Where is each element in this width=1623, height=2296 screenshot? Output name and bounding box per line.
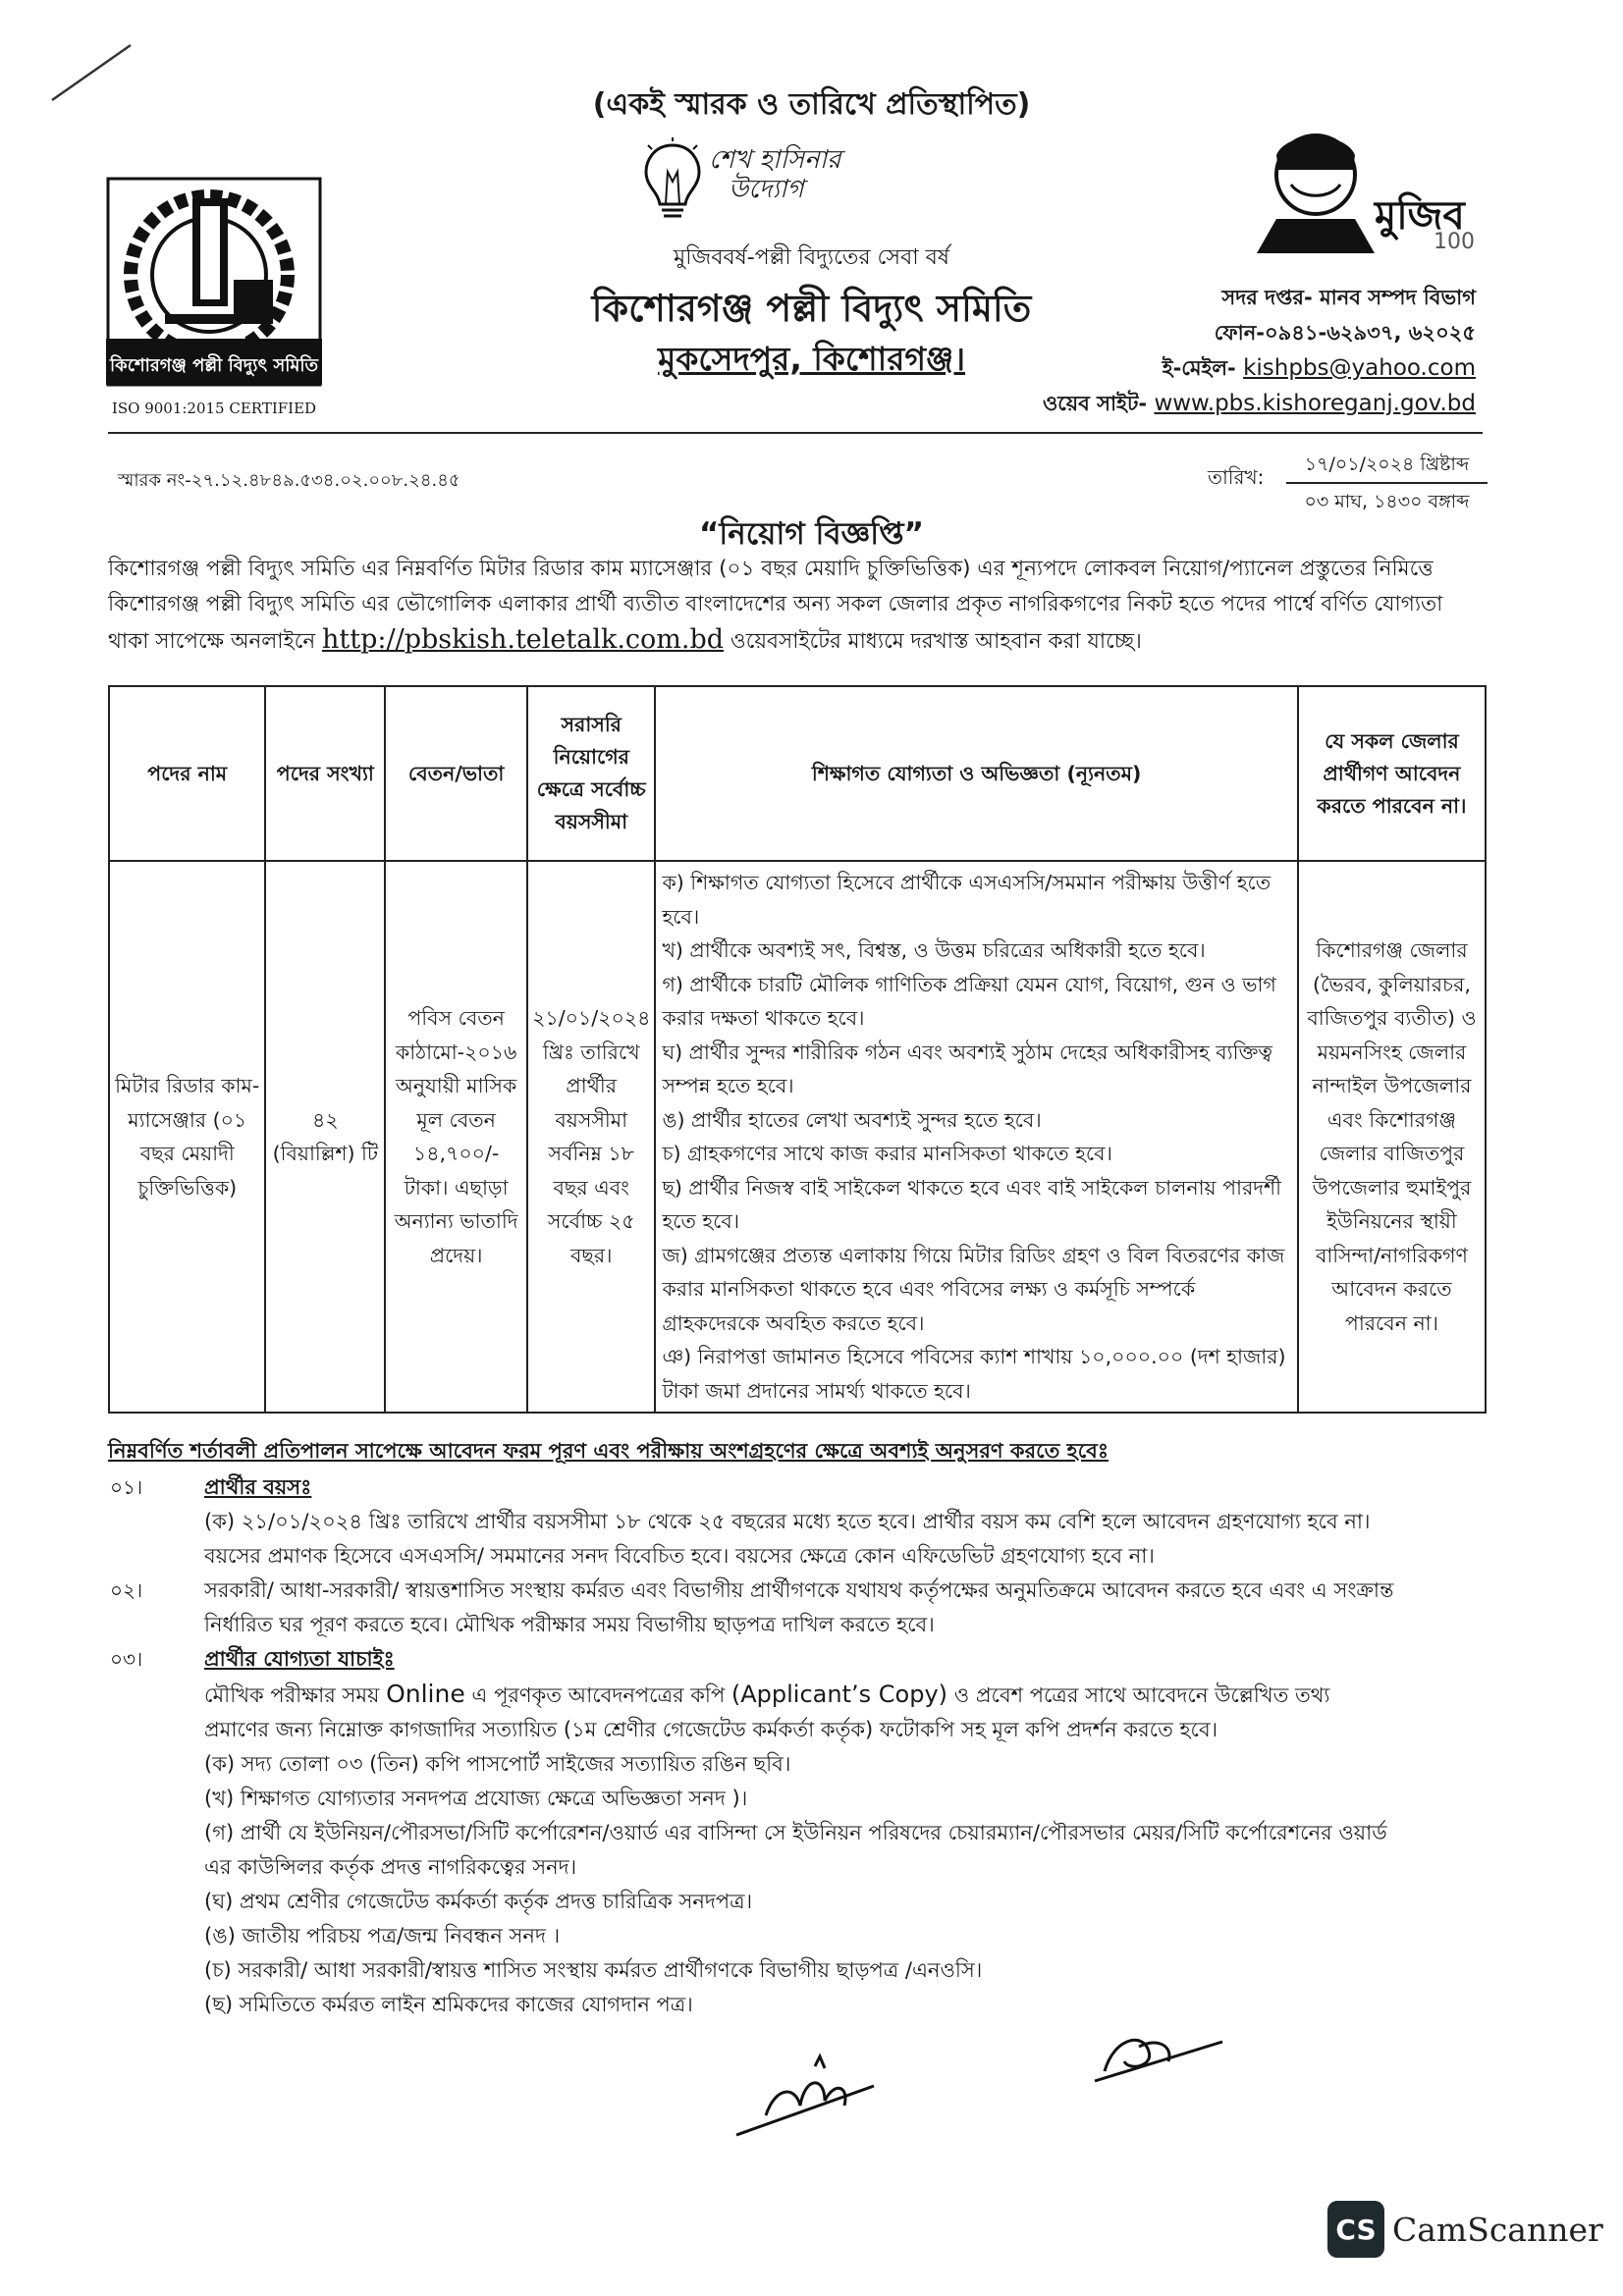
notice-title: “নিয়োগ বিজ্ঞপ্তি” [698,516,925,552]
qualification-item: গ) প্রার্থীকে চারটি মৌলিক গাণিতিক প্রক্রিয়া যেমন যোগ, বিয়োগ, গুন ও ভাগ করার দক্ষতা থাকতে হবে। [662,972,1276,1030]
bulb-text-line2: উদ্যোগ [729,175,804,204]
section-1-number: ০১। [110,1475,143,1499]
pen-mark-icon [47,39,135,108]
pbs-logo-label: কিশোরগঞ্জ পল্লী বিদ্যুৎ সমিতি [109,355,319,376]
header-districts: যে সকল জেলার প্রার্থীগণ আবেদন করতে পারবেন না। [1298,686,1486,861]
intro-line-1: কিশোরগঞ্জ পল্লী বিদ্যুৎ সমিতি এর নিম্নবর্ণিত মিটার রিডার কাম ম্যাসেঞ্জার (০১ বছর মেয়াদি চুক্তিভিত্তিক) এর শূন্যপদে লোকবল নিয়োগ/প্যানেল প্রস্তুতের নিমিত্তে [108,557,1434,581]
notice-intro [108,552,1483,660]
iso-certification: ISO 9001:2015 CERTIFIED [111,400,317,417]
section-1-heading: প্রার্থীর বয়সঃ [204,1475,312,1499]
cell-age: ২১/০১/২০২৪ খ্রিঃ তারিখে প্রার্থীর বয়সসীমা সর্বনিম্ন ১৮ বছর এবং সর্বোচ্চ ২৫ বছর। [527,861,655,1413]
document-item: (ঙ) জাতীয় পরিচয় পত্র/জন্ম নিবন্ধন সনদ । [204,1924,561,1948]
cell-post: মিটার রিডার কাম-ম্যাসেঞ্জার (০১ বছর মেয়াদী চুক্তিভিত্তিক) [109,861,265,1413]
document-item: (চ) সরকারী/ আধা সরকারী/স্বায়ত্ত শাসিত সংস্থায় কর্মরত প্রার্থীগণকে বিভাগীয় ছাড়পত্র /এনওসি। [204,1958,983,1982]
lightbulb-icon [638,137,707,226]
header-divider [108,432,1483,434]
section-2-line-2: নির্ধারিত ঘর পূরণ করতে হবে। মৌখিক পরীক্ষার সময় বিভাগীয় ছাড়পত্র দাখিল করতে হবে। [204,1613,935,1636]
cell-districts: কিশোরগঞ্জ জেলার (ভৈরব, কুলিয়ারচর, বাজিতপুর ব্যতীত) ও ময়মনসিংহ জেলার নান্দাইল উপজেলার এবং কিশোরগঞ্জ জেলার বাজিতপুর উপজেলার হুমাইপুর ইউনিয়নের স্থায়ী বাসিন্দা/নাগরিকগণ আবেদন করতে পারবেন না। [1298,861,1486,1413]
sheikh-hasina-initiative-logo [638,137,864,226]
section-3-line-1c: ও প্রবেশ পত্রের সাথে আবেদনে উল্লেখিত তথ্য [953,1683,1330,1707]
intro-line-3b: ওয়েবসাইটের মাধ্যমে দরখাস্ত আহবান করা যাচ্ছে। [730,629,1142,654]
cell-count: ৪২ (বিয়াল্লিশ) টি [265,861,385,1413]
mujib-logo-text: মুজিব [1375,193,1465,239]
section-1-line-2: বয়সের প্রমাণক হিসেবে এসএসসি/ সমমানের সনদ বিবেচিত হবে। বয়সের ক্ষেত্রে কোন এফিডেভিট গ্রহণযোগ্য হবে না। [204,1544,1155,1568]
website-label: ওয়েব সাইট- [1042,392,1148,415]
date-label: তারিখ: [1208,465,1265,489]
header-post: পদের নাম [109,686,265,861]
application-link[interactable]: http://pbskish.teletalk.com.bd [322,624,725,655]
camscanner-watermark: CamScanner [1392,2211,1603,2249]
qualification-item: খ) প্রার্থীকে অবশ্যই সৎ, বিশ্বস্ত, ও উত্তম চরিত্রের অধিকারী হতে হবে। [662,938,1206,962]
section-2-body [204,1574,1481,1642]
email-label: ই-মেইল- [1162,356,1236,380]
section-3-line-1a: মৌখিক পরীক্ষার সময় [204,1683,380,1707]
document-item: (ঘ) প্রথম শ্রেণীর গেজেটেড কর্মকর্তা কর্তৃক প্রদত্ত চারিত্রিক সনদপত্র। [204,1890,753,1913]
qualification-item: ক) শিক্ষাগত যোগ্যতা হিসেবে প্রার্থীকে এসএসসি/সমমান পরীক্ষায় উত্তীর্ণ হতে হবে। [662,871,1271,929]
phone: ফোন-০৯৪১-৬২৯৩৭, ৬২০২৫ [1214,321,1476,345]
vacancy-table [108,685,1487,1414]
signature-1 [727,2047,884,2140]
portrait-icon [1247,126,1483,258]
section-1-body [204,1505,1481,1574]
qualification-item: ঞ) নিরাপত্তা জামানত হিসেবে পবিসের ক্যাশ শাখায় ১০,০০০.০০ (দশ হাজার) টাকা জমা প্রদানের সামর্থ্য থাকতে হবে। [662,1345,1286,1403]
qualification-item: ছ) প্রার্থীর নিজস্ব বাই সাইকেল থাকতে হবে এবং বাই সাইকেল চালনায় পারদর্শী হতে হবে। [662,1175,1282,1233]
qualification-item: জ) গ্রামগঞ্জের প্রত্যন্ত এলাকায় গিয়ে মিটার রিডিং গ্রহণ ও বিল বিতরণের কাজ করার মানসিকতা থাকতে হবে এবং পবিসের লক্ষ্য ও কর্মসূচি সম্পর্কে গ্রাহকদেরকে অবহিত করতে হবে। [662,1243,1285,1335]
section-3-online: Online [386,1680,465,1708]
mujib-logo-number: 100 [1434,230,1475,254]
header-salary: বেতন/ভাতা [385,686,527,861]
section-3-heading: প্রার্থীর যোগ্যতা যাচাইঃ [204,1647,395,1671]
date-bengali: ০৩ মাঘ, ১৪৩০ বঙ্গাব্দ [1304,491,1470,512]
document-item: (ক) সদ্য তোলা ০৩ (তিন) কপি পাসপোর্ট সাইজের সত্যায়িত রঙিন ছবি। [204,1752,791,1776]
organization-name: কিশোরগঞ্জ পল্লী বিদ্যুৎ সমিতি [591,287,1032,330]
mujib-borsho-logo [1247,126,1483,258]
document-item: এর কাউন্সিলর কর্তৃক প্রদত্ত নাগরিকত্বের সনদ। [204,1855,577,1879]
camscanner-icon: CS [1327,2201,1384,2258]
conditions-heading: নিম্নবর্ণিত শর্তাবলী প্রতিপালন সাপেক্ষে আবেদন ফরম পূরণ এবং পরীক্ষায় অংশগ্রহণের ক্ষেত্রে অবশ্যই অনুসরণ করতে হবেঃ [108,1439,1109,1463]
intro-line-2: কিশোরগঞ্জ পল্লী বিদ্যুৎ সমিতি এর ভৌগোলিক এলাকার প্রার্থী ব্যতীত বাংলাদেশের অন্য সকল জেলার প্রকৃত নাগরিকগণের নিকট হতে পদের পার্শ্বে বর্ণিত যোগ্যতা [108,592,1443,616]
document-item: (খ) শিক্ষাগত যোগ্যতার সনদপত্র প্রযোজ্য ক্ষেত্রে অভিজ্ঞতা সনদ )। [204,1787,748,1810]
document-item: (গ) প্রার্থী যে ইউনিয়ন/পৌরসভা/সিটি কর্পোরেশন/ওয়ার্ড এর বাসিন্দা সে ইউনিয়ন পরিষদের চেয়ারম্যান/পৌরসভার মেয়র/সিটি কর্পোরেশনের ওয়ার্ড [204,1821,1387,1844]
header-age: সরাসরি নিয়োগের ক্ষেত্রে সর্বোচ্চ বয়সসীমা [527,686,655,861]
section-3-line-2: প্রমাণের জন্য নিম্নোক্ত কাগজাদির সত্যায়িত (১ম শ্রেণীর গেজেটেড কর্মকর্তা কর্তৃক) ফটোকপি সহ মূল কপি প্রদর্শন করতে হবে। [204,1718,1218,1741]
intro-line-3a: থাকা সাপেক্ষে অনলাইনে [108,629,316,654]
section-3-number: ০৩। [110,1647,143,1671]
section-2-line-1: সরকারী/ আধা-সরকারী/ স্বায়ত্তশাসিত সংস্থায় কর্মরত এবং বিভাগীয় প্রার্থীগণকে যথাযথ কর্তৃপক্ষের অনুমতিক্রমে আবেদন করতে হবে এবং এ সংক্রান্ত [204,1578,1394,1602]
organization-address: মুকসেদপুর, কিশোরগঞ্জ। [657,340,966,378]
tagline: মুজিববর্ষ-পল্লী বিদ্যুতের সেবা বর্ষ [674,245,949,270]
cell-qualifications [655,861,1297,1413]
contact-block [1043,280,1476,421]
qualification-item: ঙ) প্রার্থীর হাতের লেখা অবশ্যই সুন্দর হতে হবে। [662,1107,1042,1132]
date-gregorian: ১৭/০১/২০২৪ খ্রিষ্টাব্দ [1286,447,1488,484]
qualification-item: ঘ) প্রার্থীর সুন্দর শারীরিক গঠন এবং অবশ্যই সুঠাম দেহের অধিকারীসহ ব্যক্তিত্ব সম্পন্ন হতে হবে। [662,1040,1273,1097]
section-3-body [204,1677,1481,2022]
department: সদর দপ্তর- মানব সম্পদ বিভাগ [1221,286,1476,309]
cell-salary: পবিস বেতন কাঠামো-২০১৬ অনুযায়ী মাসিক মূল বেতন ১৪,৭০০/- টাকা। এছাড়া অন্যান্য ভাতাদি প্রদেয়। [385,861,527,1413]
date-block [1286,447,1488,519]
table-row [109,861,1486,1413]
signature-2 [1090,2017,1227,2091]
bulb-text-line1: শেখ হাসিনার [709,145,841,175]
section-1-line-1: (ক) ২১/০১/২০২৪ খ্রিঃ তারিখে প্রার্থীর বয়সসীমা ১৮ থেকে ২৫ বছরের মধ্যে হতে হবে। প্রার্থীর বয়স কম বেশি হলে আবেদন গ্রহণযোগ্য হবে না। [204,1510,1371,1533]
section-2-number: ০২। [110,1578,143,1602]
section-3-line-1b: এ পূরণকৃত আবেদনপত্রের কপি [471,1683,726,1707]
document-item: (ছ) সমিতিতে কর্মরত লাইন শ্রমিকদের কাজের যোগদান পত্র। [204,1993,693,2016]
header-count: পদের সংখ্যা [265,686,385,861]
section-3-applicant-copy: (Applicant’s Copy) [730,1681,948,1708]
qualification-item: চ) গ্রাহকগণের সাথে কাজ করার মানসিকতা থাকতে হবে। [662,1142,1112,1165]
email-link[interactable]: kishpbs@yahoo.com [1243,355,1476,381]
table-header-row [109,686,1486,861]
website-link[interactable]: www.pbs.kishoreganj.gov.bd [1154,391,1476,416]
replacement-note: (একই স্মারক ও তারিখে প্রতিস্থাপিত) [592,87,1031,122]
header-qualification: শিক্ষাগত যোগ্যতা ও অভিজ্ঞতা (ন্যূনতম) [655,686,1297,861]
memo-number: স্মারক নং-২৭.১২.৪৮৪৯.৫৩৪.০২.০০৮.২৪.৪৫ [118,470,460,491]
